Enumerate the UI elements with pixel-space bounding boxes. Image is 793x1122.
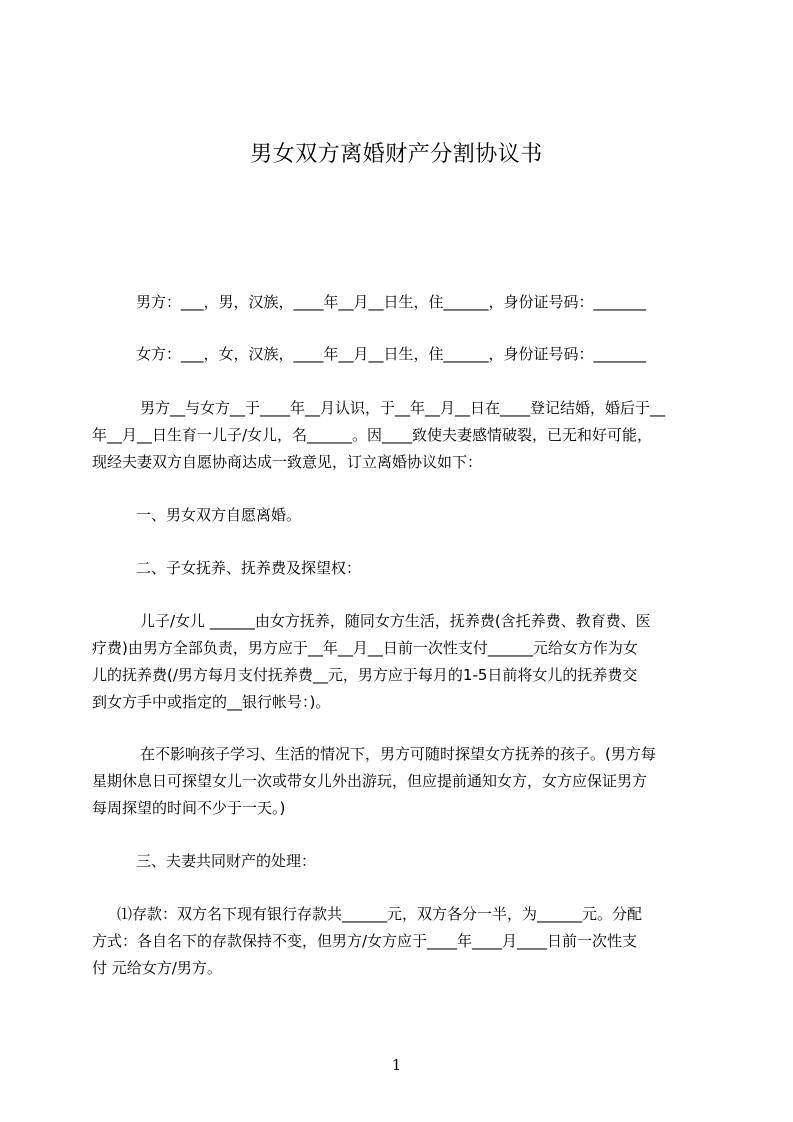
section-heading-property: 三、夫妻共同财产的处理：	[136, 852, 317, 870]
paragraph-savings-line-2: 方式：各自名下的存款保持不变，但男方/女方应于____年____月____日前一次性支	[92, 932, 638, 950]
paragraph-custody-line-2: 疗费)由男方全部负责，男方应于__年__月__日前一次性支付______元给女方作为女	[92, 639, 638, 657]
paragraph-savings-line-3: 付 元给女方/男方。	[92, 959, 222, 977]
paragraph-savings-line-1: ⑴存款：双方名下现有银行存款共______元，双方各分一半，为______元。分配	[117, 905, 643, 923]
paragraph-marriage-line-2: 年__月__日生育一儿子/女儿，名______。因____致使夫妻感情破裂，已无和好可能，	[92, 426, 653, 444]
page-number: 1	[391, 1056, 402, 1074]
paragraph-custody-line-1: 儿子/女儿 ______由女方抚养，随同女方生活，抚养费(含托养费、教育费、医	[140, 612, 651, 630]
document-title: 男女双方离婚财产分割协议书	[250, 142, 543, 167]
paragraph-custody-line-4: 到女方手中或指定的__银行帐号：)。	[92, 693, 331, 711]
section-heading-custody: 二、子女抚养、抚养费及探望权：	[136, 559, 362, 577]
paragraph-visitation-line-2: 星期休息日可探望女儿一次或带女儿外出游玩，但应提前通知女方，女方应保证男方	[92, 772, 648, 790]
paragraph-custody-line-3: 儿的抚养费(/男方每月支付抚养费__元，男方应于每月的1-5日前将女儿的抚养费交	[92, 666, 638, 684]
paragraph-female-party: 女方：___，女，汉族，____年__月__日生，住______，身份证号码：_______	[136, 345, 647, 363]
paragraph-male-party: 男方：___，男，汉族，____年__月__日生，住______，身份证号码：_______	[136, 293, 647, 311]
section-heading-divorce: 一、男女双方自愿离婚。	[136, 506, 302, 524]
paragraph-visitation-line-3: 每周探望的时间不少于一天。)	[92, 799, 286, 817]
paragraph-visitation-line-1: 在不影响孩子学习、生活的情况下，男方可随时探望女方抚养的孩子。(男方每	[140, 745, 656, 763]
paragraph-marriage-line-3: 现经夫妻双方自愿协商达成一致意见，订立离婚协议如下：	[92, 453, 483, 471]
paragraph-marriage-line-1: 男方__与女方__于____年__月认识，于__年__月__日在____登记结婚，婚后于__	[140, 399, 666, 417]
